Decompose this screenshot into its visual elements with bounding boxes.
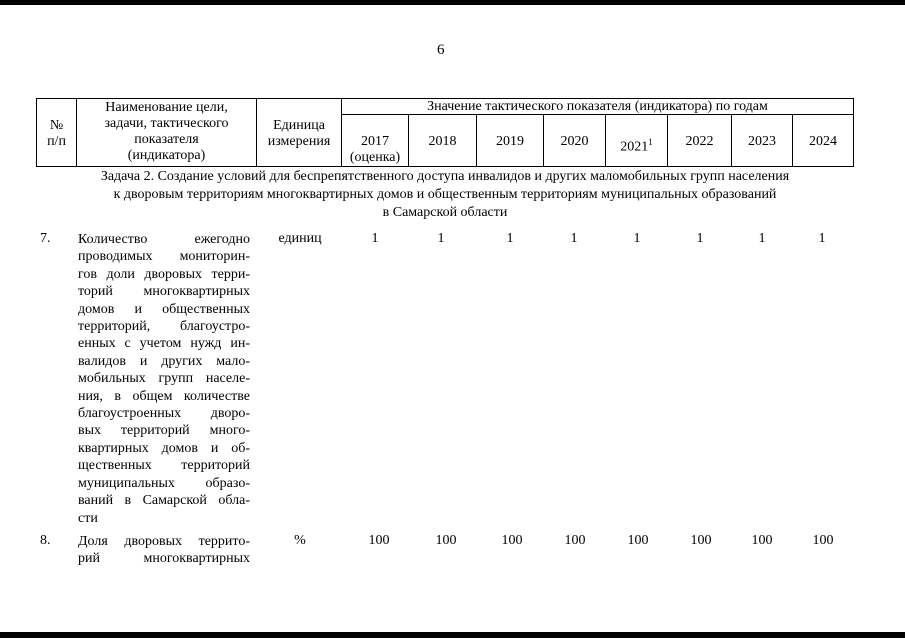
value-2019: 1 [506,231,514,246]
header-unit: Единица измерения [267,118,331,149]
task-heading: Задача 2. Создание условий для беспрепятственного доступа инвалидов и других маломобильных групп населения к дворовым территориям многоквартирных домов и общественным территориям муниципальных образований в Самарской области [100,169,790,220]
header-year-2024: 2024 [809,134,837,149]
page-number: 6 [437,42,445,58]
header-name: Наименование цели, задачи, тактического показателя (индикатора) [104,100,229,163]
value-2017: 1 [371,231,379,246]
header-year-2022: 2022 [685,134,714,149]
row-indicator-name: Количество ежегодно проводимых мониторин- гов доли дворовых терри- торий многоквартирных домов и общественных территорий, благоустро- енных с учетом нужд ин- валидов и других мало- мобильных групп населе- ния, в общем количестве благоустроенных дворо- вых территорий много- квартирных домов и об- щественных территорий муниципальных образо- ваний в Самарской обла- сти [78,232,250,526]
header-year-2020: 2020 [560,134,589,149]
value-2018: 1 [437,231,445,246]
header-year-2017: 2017 (оценка) [349,134,401,165]
row-unit: % [294,533,306,548]
value-2018: 100 [435,533,457,548]
value-2023: 1 [758,231,766,246]
row-indicator-name: Доля дворовых террито- рий многоквартирных [78,534,250,567]
header-values-title: Значение тактического показателя (индикатора) по годам [427,99,768,114]
header-year-2018: 2018 [428,134,457,149]
value-2024: 100 [812,533,834,548]
row-unit: единиц [278,231,322,246]
header-num: № п/п [47,118,66,149]
value-2022: 100 [690,533,712,548]
value-2021: 100 [627,533,649,548]
top-border [0,0,905,5]
value-2024: 1 [818,231,826,246]
value-2022: 1 [696,231,704,246]
row-number: 7. [40,231,51,246]
value-2020: 100 [564,533,586,548]
value-2020: 1 [570,231,578,246]
value-2023: 100 [751,533,773,548]
header-year-2019: 2019 [496,134,524,149]
row-number: 8. [40,533,51,548]
header-year-2023: 2023 [748,134,776,149]
header-year-2021: 2021$^1$ [620,137,653,155]
value-2021: 1 [633,231,641,246]
bottom-border [0,632,905,638]
value-2019: 100 [501,533,523,548]
value-2017: 100 [368,533,390,548]
